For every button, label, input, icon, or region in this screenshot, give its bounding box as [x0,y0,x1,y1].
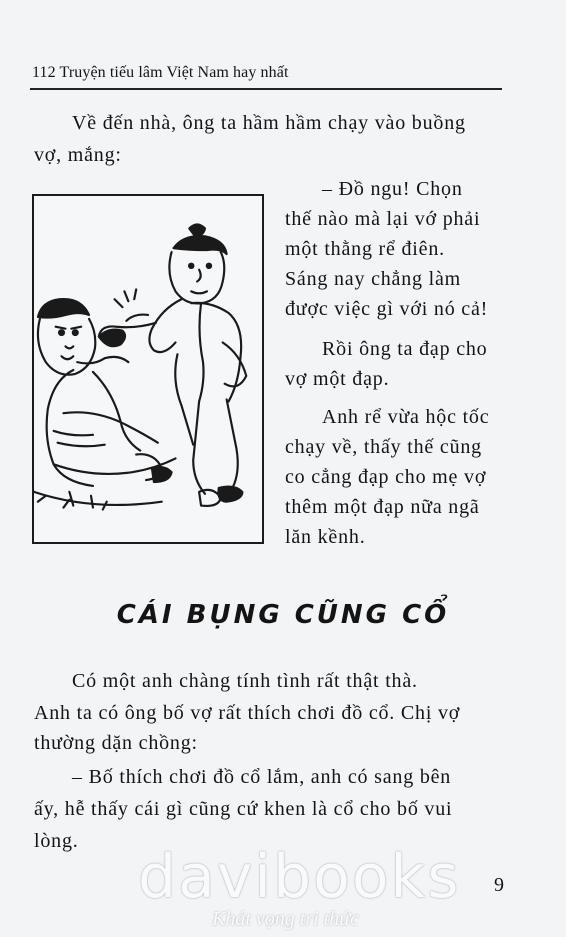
text-line: vợ một đạp. [285,368,390,390]
text-line: Sáng nay chẳng làm [285,268,462,290]
watermark: davibooks [138,842,461,912]
text-line: thêm một đạp nữa ngã [285,496,480,518]
text-line: vợ, mắng: [34,144,122,166]
text-line: Anh rể vừa hộc tốc [322,406,490,428]
text-line: Có một anh chàng tính tình rất thật thà. [72,670,418,692]
text-line: Về đến nhà, ông ta hầm hầm chạy vào buồng [72,112,466,134]
text-line: lăn kềnh. [285,526,366,548]
text-line: – Đồ ngu! Chọn [322,178,463,200]
page-number: 9 [494,874,504,896]
text-line: lòng. [34,830,79,852]
watermark-tagline: Khát vọng tri thức [212,908,360,930]
text-line: ấy, hễ thấy cái gì cũng cứ khen là cổ cho bố vui [34,798,453,820]
text-line: Anh ta có ông bố vợ rất thích chơi đồ cổ. Chị vợ [34,702,461,724]
text-line: một thằng rể điên. [285,238,445,260]
text-line: được việc gì với nó cả! [285,298,489,320]
header-rule [30,88,502,90]
text-line: – Bố thích chơi đồ cổ lắm, anh có sang bên [72,766,452,788]
text-line: co cẳng đạp cho mẹ vợ [285,466,487,488]
text-line: thường dặn chồng: [34,732,198,754]
story-title: CÁI BỤNG CŨNG CỔ [116,600,450,630]
text-line: thế nào mà lại vớ phải [285,208,481,230]
text-line: chạy về, thấy thế cũng [285,436,482,458]
text-line: Rồi ông ta đạp cho [322,338,488,360]
cartoon-illustration [32,194,264,544]
running-header: 112 Truyện tiếu lâm Việt Nam hay nhất [32,64,289,81]
cartoon-drawing [34,196,262,542]
